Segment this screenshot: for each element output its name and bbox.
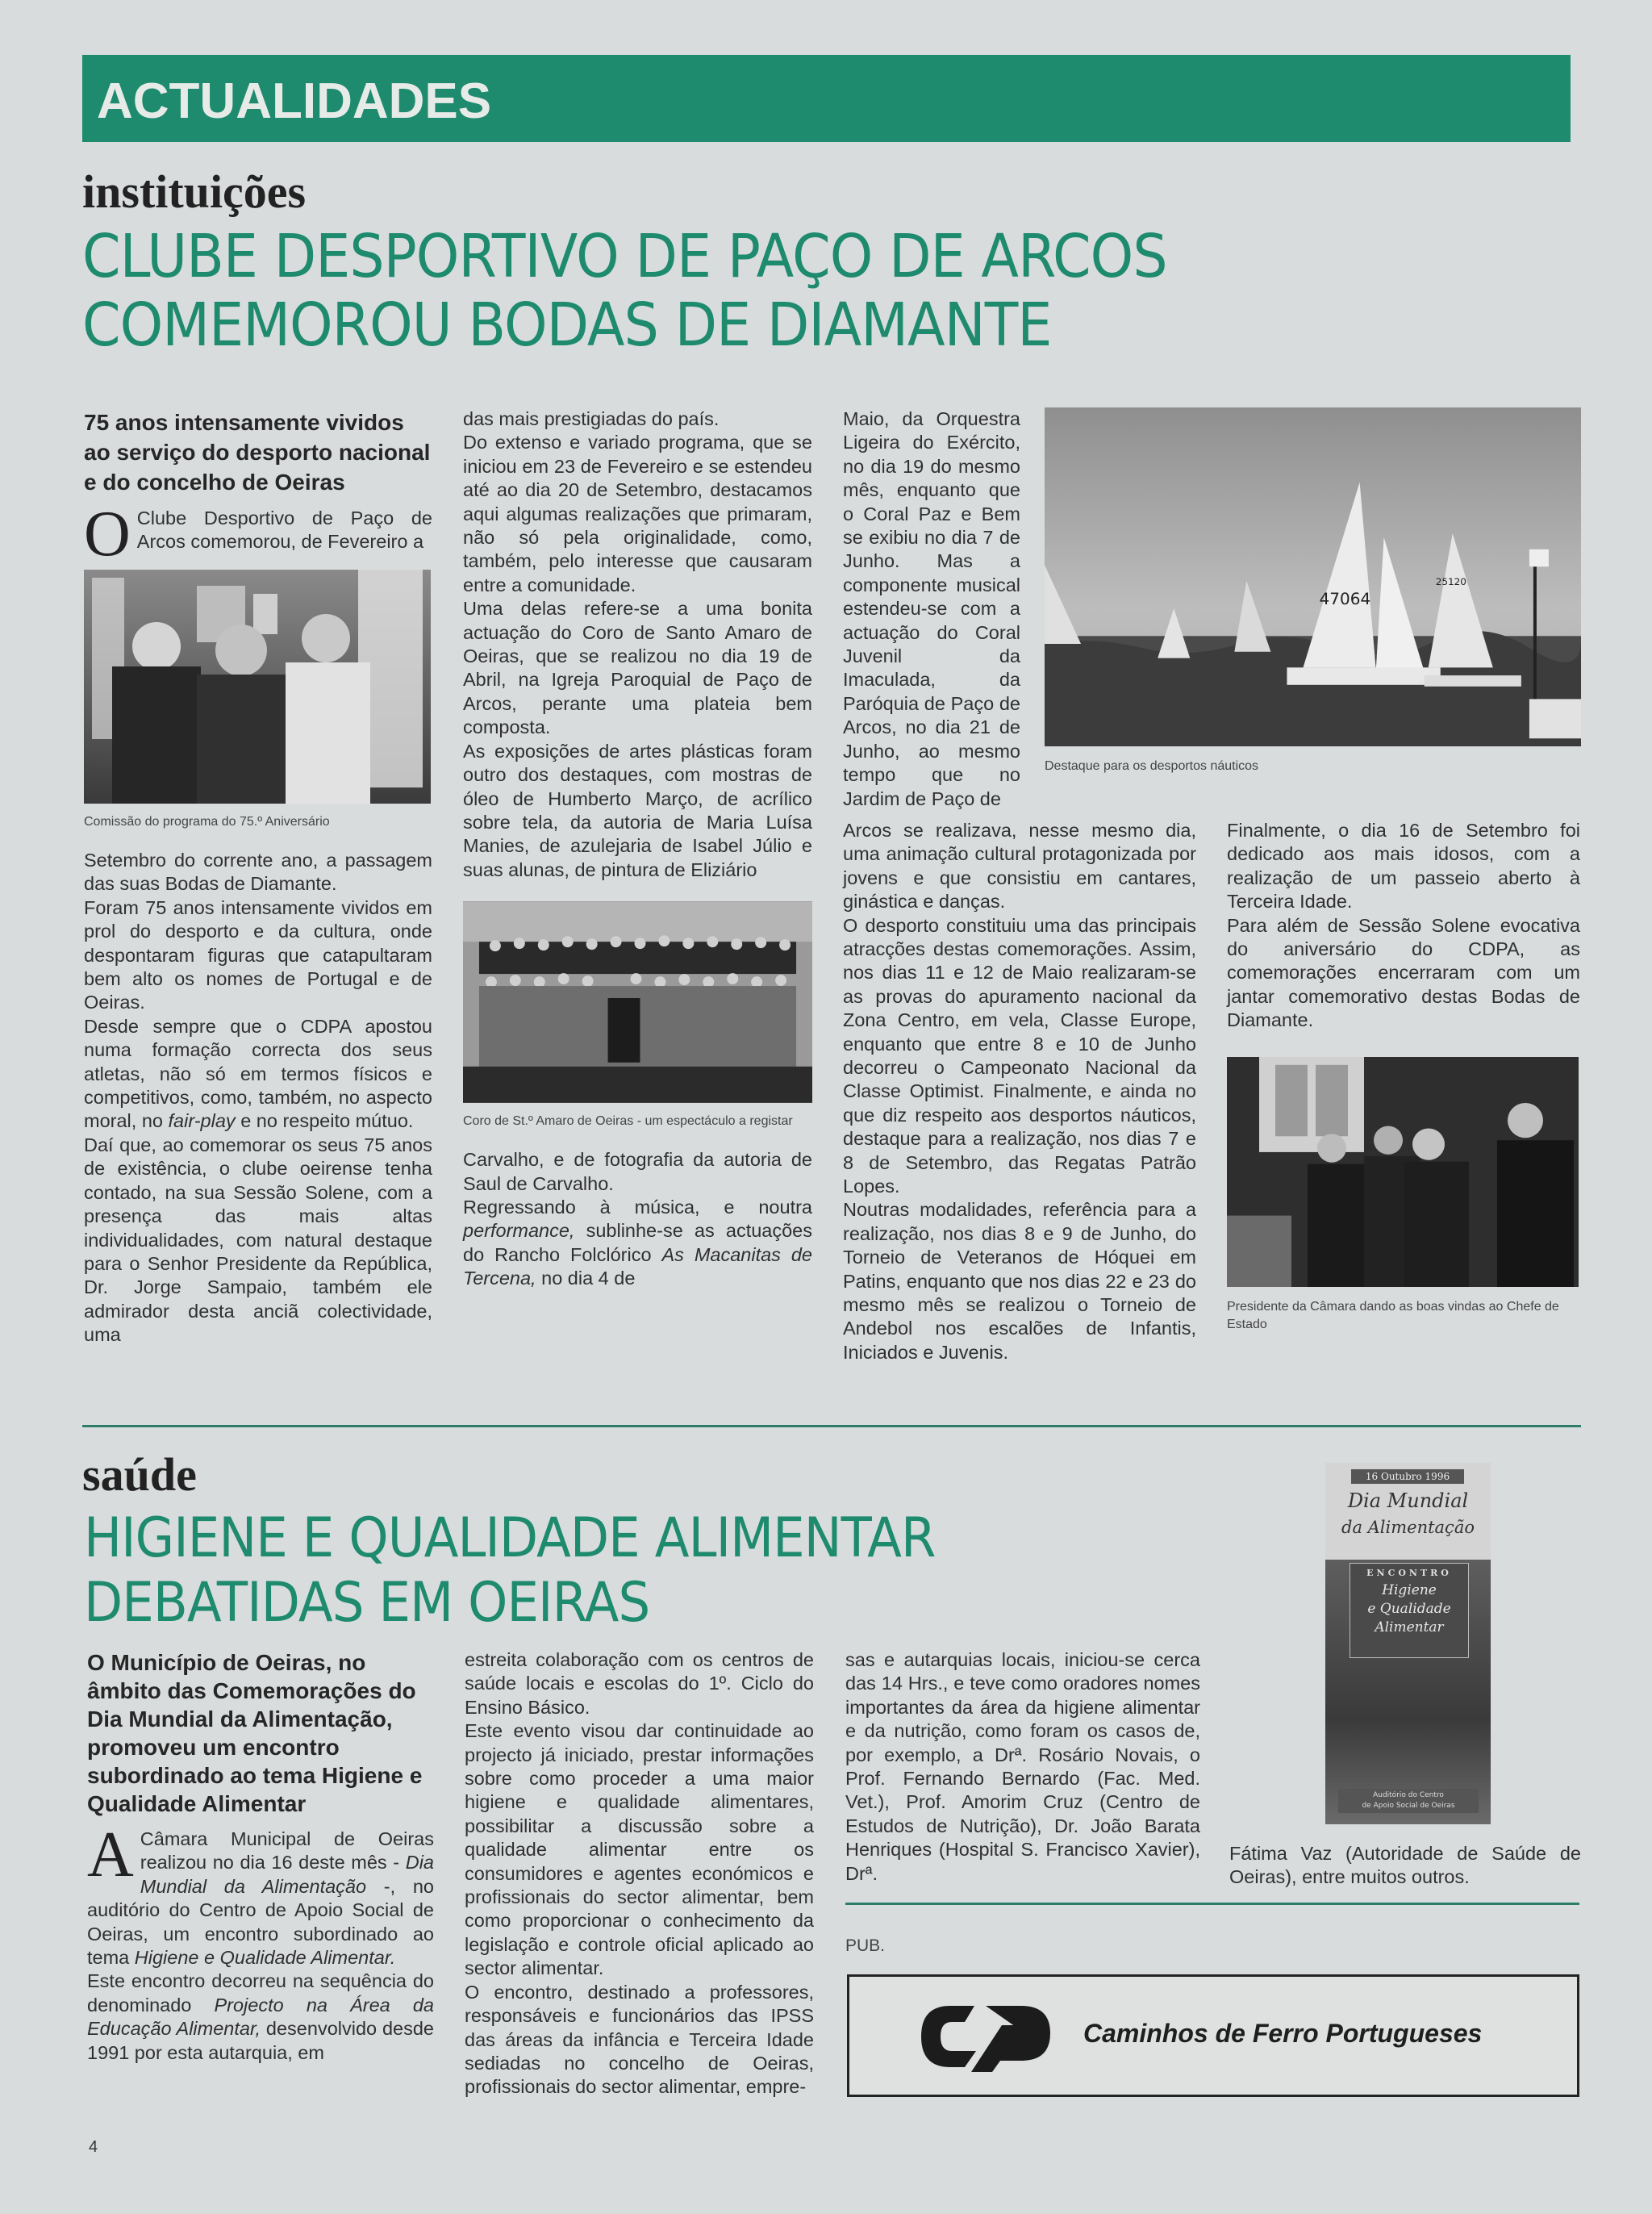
text-run: e no respeito mútuo. <box>235 1110 414 1132</box>
emphasis: As Macanitas de Tercena, <box>463 1243 812 1289</box>
text-run: desenvolvido desde 1991 por esta autarquia, em <box>87 2018 435 2063</box>
paragraph: Finalmente, o dia 16 de Setembro foi dedicado aos mais idosos, com a realização de um passeio aberto à Terceira Idade. <box>1227 819 1580 913</box>
article1-kicker: instituições <box>82 165 307 218</box>
paragraph: Foram 75 anos intensamente vividos em prol do desporto e da cultura, onde despontaram figuras que catapultaram bem alto os nomes de Portugal e de Oeiras. <box>84 896 432 1013</box>
article1-col3-narrow: Maio, da Orquestra Ligeira do Exército, no dia 19 do mesmo mês, enquanto que o Coral Paz e Bem se exibiu no dia 7 de Junho. Mas a componente musical estendeu-se com a actuação do Coral Juvenil da Imaculada, da Paróquia de Paço de Arcos, no dia 21 de Junho, ao mesmo tempo que no Jardim de Paço de <box>843 408 1020 809</box>
advert-label: PUB. <box>845 1936 886 1955</box>
article1-column2 <box>463 407 812 1291</box>
article1-col3-col4 <box>843 819 1581 1364</box>
advert-divider <box>845 1903 1579 1905</box>
article1-col2 <box>463 407 812 882</box>
photo-sailing <box>1045 407 1581 746</box>
text-run: Câmara Municipal de Oeiras realizou no dia 16 deste mês - <box>140 1828 434 1874</box>
article1-col4-block <box>1227 819 1580 1334</box>
article2-lede: O Município de Oeiras, no âmbito das Comemorações do Dia Mundial da Alimentação, promoveu um encontro subordinado ao tema Higiene e Qualidade Alimentar <box>87 1650 423 1816</box>
article2-column1 <box>87 1648 434 2065</box>
photo-choir <box>463 901 812 1103</box>
article1-col3 <box>843 819 1196 1364</box>
page-number: 4 <box>89 2138 98 2156</box>
photo-committee <box>84 570 431 804</box>
paragraph: Arcos se realizava, nesse mesmo dia, uma animação cultural protagonizada por jovens e que consistiu em cantares, ginástica e danças. <box>843 819 1196 913</box>
cp-logo-icon <box>918 2001 1053 2072</box>
dropcap: A <box>87 1819 134 1890</box>
article2-col3: sas e autarquias locais, iniciou-se cerca das 14 Hrs., e teve como oradores nomes importantes da área da higiene alimentar e da nutrição, como foram os casos de, por exemplo, a Drª. Rosário Novais, o Prof. Fernando Bernardo (Fac. Med. Vet.), Prof. Amorim Cruz (Centro de Estudos de Nutrição), Dr. João Barata Henriques (Hospital S. Francisco Xavier), Drª. <box>845 1649 1200 1884</box>
paragraph: Para além de Sessão Solene evocativa do aniversário do CDPA, as comemorações encerraram com um jantar comemorativo destas Bodas de Diamante. <box>1227 914 1580 1031</box>
article1-headline-line1: CLUBE DESPORTIVO DE PAÇO DE ARCOS <box>82 222 1167 291</box>
advert-company: Caminhos de Ferro Portugueses <box>1083 2019 1483 2048</box>
paragraph: As exposições de artes plásticas foram outro dos destaques, com mostras de óleo de Humberto Março, de acrílico sobre tela, da autoria de Maria Luísa Manies, de azulejaria de Isabel Júlio e suas alunas, de pintura de Eliziário <box>463 740 812 880</box>
article1-column1 <box>84 407 432 1347</box>
paragraph: Este evento visou dar continuidade ao projecto já iniciado, prestar informações sobre como proceder a uma maior higiene e qualidade alimentares, possibilitar a discussão sobre a qualidade alimentar entre os consumidores e agentes económicos e profissionais do sector alimentar, bem como proporcionar o conhecimento da legislação e controle oficial aplicado ao sector alimentar. <box>465 1720 814 1979</box>
emphasis: Higiene e Qualidade Alimentar. <box>134 1947 396 1969</box>
article1-headline-line2: COMEMOROU BODAS DE DIAMANTE <box>82 290 1052 360</box>
sail-number: 25120 <box>1435 575 1466 587</box>
article1-right-block <box>843 407 1581 1364</box>
poster-footer <box>1338 1789 1479 1813</box>
article1-col1 <box>84 849 432 1347</box>
paragraph: Do extenso e variado programa, que se iniciou em 23 de Fevereiro e se estendeu até ao dia 20 de Setembro, destacamos aqui algumas realizações que primaram, não só pela originalidade, como, também, pelo interesse que causaram entre a comunidade. <box>463 432 812 595</box>
article2-headline-line1: HIGIENE E QUALIDADE ALIMENTAR <box>84 1506 936 1570</box>
text-run: Desde sempre que o CDPA apostou numa formação correcta dos seus atletas, não só em termos físicos e competitivos, como, também, no aspecto moral, no <box>84 1015 432 1132</box>
section-banner <box>82 55 1571 142</box>
photo-president-caption: Presidente da Câmara dando as boas vindas ao Chefe de Estado <box>1227 1299 1559 1331</box>
text-run: -, no auditório do Centro de Apoio Social de Oeiras, um encontro subordinado ao tema <box>87 1875 434 1969</box>
paragraph: Noutras modalidades, referência para a realização, nos dias 8 e 9 de Junho, do Torneio de Veteranos de Hóquei em Patins, enquanto que nos dias 22 e 23 do mesmo mês se realizou o Torneio de Andebol nos escalões de Infantis, Iniciados e Juvenis. <box>843 1199 1196 1363</box>
emphasis: Dia Mundial da Alimentação <box>140 1852 434 1897</box>
paragraph: estreita colaboração com os centros de saúde locais e escolas do 1º. Ciclo do Ensino Básico. <box>465 1649 814 1718</box>
poster-dia-mundial <box>1325 1463 1491 1824</box>
article2-col1 <box>87 1819 435 2065</box>
paragraph: Carvalho, e de fotografia da autoria de Saul de Carvalho. <box>463 1149 812 1194</box>
photo-sailing-image <box>1045 407 1581 746</box>
poster-footer-line1: Auditório do Centro <box>1373 1791 1444 1799</box>
section-banner-title: ACTUALIDADES <box>97 73 492 129</box>
photo-sailing-caption: Destaque para os desportos náuticos <box>1045 759 1259 773</box>
paragraph <box>84 1015 432 1134</box>
sail-number: 47064 <box>1319 590 1371 609</box>
poster-encontro-box <box>1350 1563 1469 1658</box>
article2-headline-line2: DEBATIDAS EM OEIRAS <box>84 1571 650 1635</box>
text-run: no dia 4 de <box>536 1268 636 1289</box>
paragraph: Setembro do corrente ano, a passagem das suas Bodas de Diamante. <box>84 850 432 895</box>
photo-choir-image <box>463 901 812 1103</box>
emphasis: performance, <box>463 1220 575 1242</box>
photo-committee-caption: Comissão do programa do 75.º Aniversário <box>84 815 330 829</box>
article2-kicker: saúde <box>82 1448 197 1501</box>
article1-col3-top <box>843 407 1581 811</box>
article1-col2-continued <box>463 1148 812 1290</box>
emphasis: fair-play <box>168 1110 236 1132</box>
paragraph: Uma delas refere-se a uma bonita actuação do Coro de Santo Amaro de Oeiras, que se realizou no dia 19 de Abril, na Igreja Paroquial de Paço de Arcos, perante uma plateia bem composta. <box>463 598 812 738</box>
poster-footer-line2: de Apoio Social de Oeiras <box>1362 1802 1455 1810</box>
text-run: Este encontro decorreu na sequência do denominado <box>87 1970 434 2016</box>
paragraph: O desporto constituiu uma das principais atracções destas comemorações. Assim, nos dias 11 e 12 de Maio realizaram-se as provas do apuramento nacional da Zona Centro, em vela, Classe Europe, enquanto que entre 8 e 10 de Junho decorreu o Campeonato Nacional da Classe Optimist. Finalmente, e ainda no que diz respeito aos desportos náuticos, destaque para a realização, nos dias 7 e 8 de Setembro, das Regatas Patrão Lopes. <box>843 914 1196 1197</box>
poster-date: 16 Outubro 1996 <box>1351 1469 1464 1484</box>
paragraph <box>463 1196 812 1291</box>
poster-title-line1: Dia Mundial <box>1347 1489 1469 1512</box>
article2-col2 <box>465 1648 814 2099</box>
photo-choir-caption: Coro de St.º Amaro de Oeiras - um espectáculo a registar <box>463 1114 793 1129</box>
poster-sub2: e Qualidade <box>1367 1601 1451 1617</box>
article2-column3 <box>845 1648 1200 1886</box>
article2-col4: Fátima Vaz (Autoridade de Saúde de Oeiras), entre muitos outros. <box>1229 1843 1581 1888</box>
text-run: Regressando à música, e noutra <box>463 1196 812 1218</box>
poster-encontro: ENCONTRO <box>1366 1568 1452 1578</box>
article1-col4 <box>1227 819 1580 1033</box>
poster-sub3: Alimentar <box>1375 1619 1444 1635</box>
article1-intro <box>84 499 432 570</box>
photo-sailing-block <box>1045 407 1581 775</box>
advert-cp[interactable] <box>847 1974 1579 2097</box>
paragraph: O encontro, destinado a professores, responsáveis e funcionários das IPSS das áreas da infância e Terceira Idade sediadas no concelho de Oeiras, profissionais do sector alimentar, empre- <box>465 1981 814 2098</box>
poster-title-line2: da Alimentação <box>1341 1518 1475 1537</box>
article1-intro-text: Clube Desportivo de Paço de Arcos comemorou, de Fevereiro a <box>136 508 432 553</box>
text-run: sublinhe-se as actuações do Rancho Folclórico <box>463 1220 812 1265</box>
paragraph: Daí que, ao comemorar os seus 75 anos de existência, o clube oeirense tenha contado, na sua Sessão Solene, com a presença das mais altas individualidades, com natural destaque para o Senhor Presidente da República, Dr. Jorge Sampaio, também ele admirador desta anciã colectividade, uma <box>84 1134 432 1346</box>
photo-committee-image <box>84 570 431 804</box>
dropcap: O <box>84 499 131 570</box>
emphasis: Projecto na Área da Educação Alimentar, <box>87 1994 434 2040</box>
photo-president <box>1227 1057 1579 1287</box>
article1-lede: 75 anos intensamente vividos ao serviço do desporto nacional e do concelho de Oeiras <box>84 410 431 495</box>
photo-president-image <box>1227 1057 1579 1287</box>
section-divider <box>82 1425 1581 1427</box>
paragraph: das mais prestigiadas do país. <box>463 408 720 429</box>
poster-sub1: Higiene <box>1382 1582 1437 1598</box>
